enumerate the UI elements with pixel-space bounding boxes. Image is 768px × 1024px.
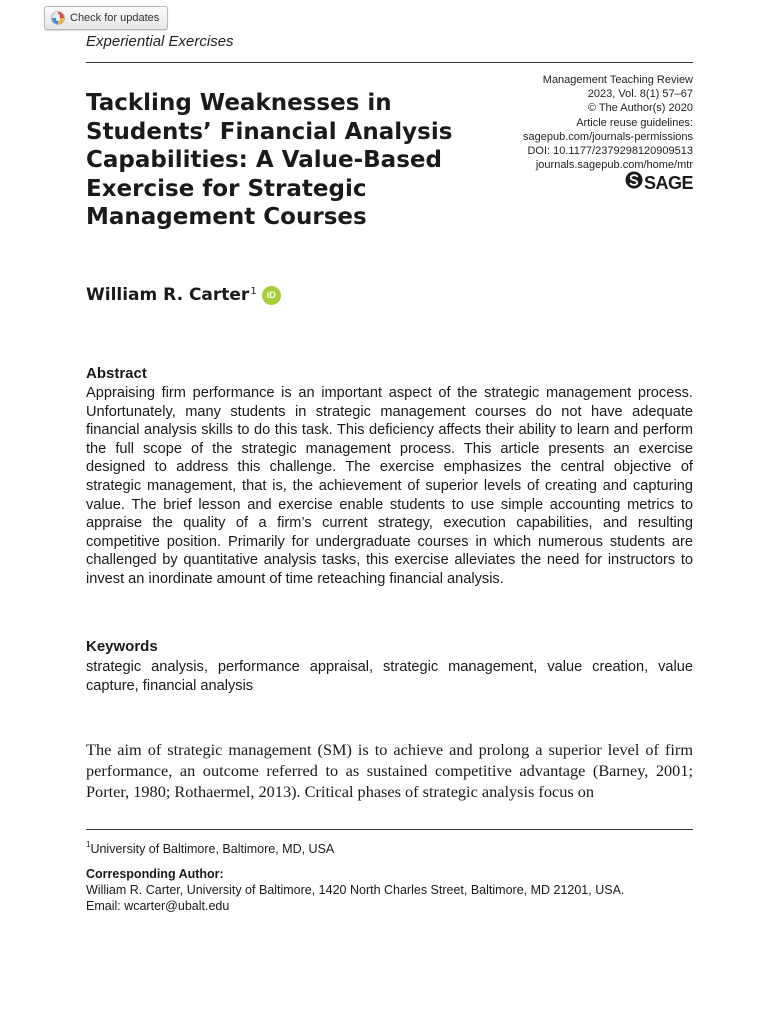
journal-name: Management Teaching Review bbox=[542, 74, 693, 86]
sage-logo-icon bbox=[625, 171, 643, 194]
affiliation-footnote bbox=[86, 841, 334, 856]
check-for-updates-label: Check for updates bbox=[70, 12, 160, 24]
corresponding-author-email[interactable]: Email: wcarter@ubalt.edu bbox=[86, 899, 230, 913]
journal-homepage-link[interactable]: journals.sagepub.com/home/mtr bbox=[535, 159, 693, 172]
corresponding-author-address: William R. Carter, University of Baltimore, 1420 North Charles Street, Baltimore, MD 21201, USA. bbox=[86, 883, 625, 897]
abstract-heading: Abstract bbox=[86, 365, 147, 382]
affiliation-mark: 1 bbox=[86, 840, 91, 849]
keywords-heading: Keywords bbox=[86, 638, 158, 655]
publisher-logo bbox=[625, 171, 693, 194]
orcid-icon[interactable]: iD bbox=[262, 286, 281, 305]
reuse-guidelines-link[interactable]: sagepub.com/journals-permissions bbox=[523, 130, 693, 143]
body-paragraph: The aim of strategic management (SM) is to achieve and prolong a superior level of firm performance, an outcome referred to as sustained competitive advantage (Barney, 2001; Porter, 1980; Rothaermel, 2013). Critical phases of strategic analysis focus on bbox=[86, 740, 693, 801]
header-divider bbox=[86, 62, 693, 63]
corresponding-author-block bbox=[86, 866, 693, 914]
author-affiliation-mark: 1 bbox=[250, 285, 257, 297]
corresponding-author-heading: Corresponding Author: bbox=[86, 867, 224, 881]
crossmark-icon bbox=[51, 11, 65, 25]
author-name: William R. Carter bbox=[86, 285, 250, 305]
check-for-updates-button[interactable] bbox=[44, 6, 168, 30]
keywords-text: strategic analysis, performance appraisal, strategic management, value creation, value capture, financial analysis bbox=[86, 659, 693, 694]
journal-volume: 2023, Vol. 8(1) 57–67 bbox=[587, 88, 693, 101]
section-label: Experiential Exercises bbox=[86, 33, 234, 50]
copyright-notice: © The Author(s) 2020 bbox=[587, 102, 693, 115]
publisher-logo-text: SAGE bbox=[643, 172, 693, 193]
footnote-divider bbox=[86, 829, 693, 830]
doi-link[interactable]: DOI: 10.1177/2379298120909513 bbox=[527, 145, 693, 158]
article-title: Tackling Weaknesses in Students’ Financial Analysis Capabilities: A Value-Based Exercise for Strategic Management Courses bbox=[86, 90, 453, 230]
reuse-guidelines-label: Article reuse guidelines: bbox=[576, 116, 693, 129]
abstract-text: Appraising firm performance is an important aspect of the strategic management process. Unfortunately, many students in strategic management courses do not have adequate financial analysis skills to do this task. This deficiency affects their ability to learn and perform the full scope of the strategic management process. This article presents an exercise designed to address this challenge. The exercise emphasizes the central objective of strategic management, that is, the achievement of superior levels of creating and capturing value. The brief lesson and exercise enable students to use simple accounting metrics to appraise the quality of a firm’s current strategy, execution capabilities, and resulting competitive position. Primarily for undergraduate courses in which numerous students are challenged by quantitative analysis tasks, this exercise alleviates the need for instructors to invest an inordinate amount of time reteaching financial analysis. bbox=[86, 385, 693, 587]
affiliation-text: University of Baltimore, Baltimore, MD, USA bbox=[90, 842, 335, 857]
journal-info bbox=[523, 73, 693, 172]
author-line bbox=[86, 285, 281, 305]
